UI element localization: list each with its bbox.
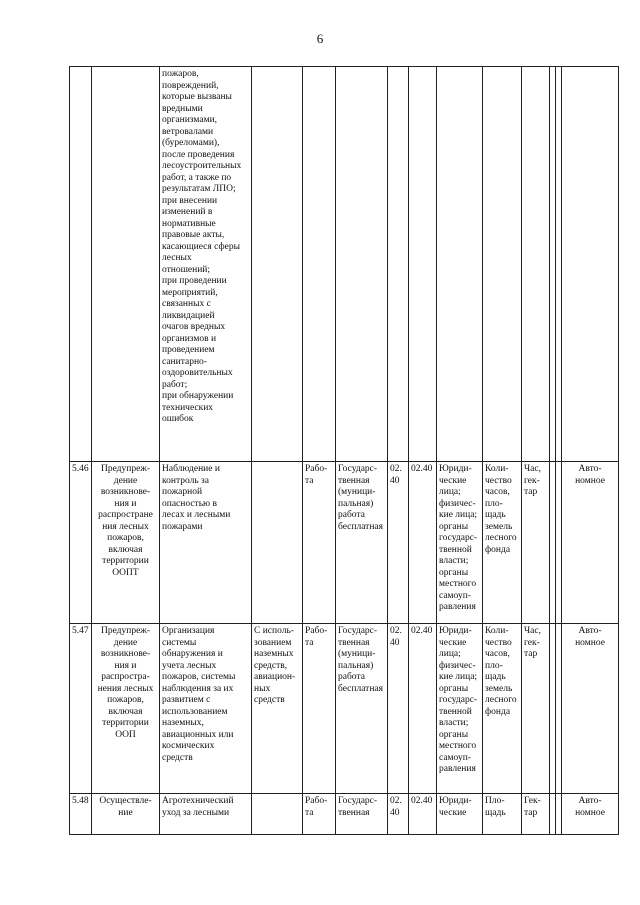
service-conditions-cell (252, 462, 303, 624)
payment-type-cell: Государс- твенная (336, 794, 388, 835)
service-content-cell: Наблюдение и контроль за пожарной опасностью в лесах и лесными пожарами (160, 462, 252, 624)
service-name-cell: Предупреж- дение возникнове- ния и распростране ния лесных пожаров, включая территории ООПТ (92, 462, 160, 624)
payment-type-cell: Государс- твенная (муници- пальная) работа бесплатная (336, 624, 388, 794)
institution-type-cell: Авто- номное (562, 624, 619, 794)
service-conditions-cell: С исполь- зованием наземных средств, авиацион- ных средств (252, 624, 303, 794)
consumer-categories-cell: Юриди- ческие (437, 794, 483, 835)
okved-code-2-cell: 02.40 (409, 624, 437, 794)
service-name-cell: Осуществле- ние (92, 794, 160, 835)
institution-type-cell: Авто- номное (562, 462, 619, 624)
volume-indicator-cell: Коли- чество часов, пло- щадь земель лесного фонда (483, 462, 522, 624)
okved-code-2-cell (409, 67, 437, 462)
payment-type-cell: Государс- твенная (муници- пальная) работа бесплатная (336, 462, 388, 624)
institution-type-cell: Авто- номное (562, 794, 619, 835)
service-kind-cell: Рабо- та (303, 794, 336, 835)
service-kind-cell: Рабо- та (303, 462, 336, 624)
okved-code-cell: 02. 40 (388, 624, 409, 794)
volume-indicator-cell: Пло- щадь (483, 794, 522, 835)
table-body (70, 67, 619, 835)
consumer-categories-cell (437, 67, 483, 462)
institution-type-cell (562, 67, 619, 462)
volume-indicator-cell: Коли- чество часов, пло- щадь земель лесного фонда (483, 624, 522, 794)
service-content-cell: Агротехнический уход за лесными (160, 794, 252, 835)
table-row (70, 462, 619, 624)
okved-code-cell (388, 67, 409, 462)
unit-of-measure-cell: Гек- тар (522, 794, 550, 835)
service-conditions-cell (252, 794, 303, 835)
row-number-cell: 5.47 (70, 624, 92, 794)
volume-indicator-cell (483, 67, 522, 462)
table-row (70, 624, 619, 794)
service-content-cell: пожаров, повреждений, которые вызваны вредными организмами, ветровалами (буреломами), после проведения лесоустроительных работ, а также по результатам ЛПО; при внесении изменений в нормативные правовые акты, касающиеся сферы лесных отношений; при проведении мероприятий, связанных с ликвидацией очагов вредных организмов и проведением санитарно- оздоровительных работ; при обнаружении технических ошибок (160, 67, 252, 462)
unit-of-measure-cell: Час, гек- тар (522, 462, 550, 624)
consumer-categories-cell: Юриди- ческие лица; физичес- кие лица; органы государс- твенной власти; органы местного самоуп- равления (437, 462, 483, 624)
unit-of-measure-cell: Час, гек- тар (522, 624, 550, 794)
page-number: 6 (316, 31, 324, 46)
service-conditions-cell (252, 67, 303, 462)
service-kind-cell (303, 67, 336, 462)
row-number-cell: 5.46 (70, 462, 92, 624)
services-table (69, 66, 619, 835)
table-row (70, 794, 619, 835)
consumer-categories-cell: Юриди- ческие лица; физичес- кие лица; органы государс- твенной власти; органы местного самоуп- равления (437, 624, 483, 794)
table-row (70, 67, 619, 462)
service-kind-cell: Рабо- та (303, 624, 336, 794)
row-number-cell (70, 67, 92, 462)
service-content-cell: Организация системы обнаружения и учета лесных пожаров, системы наблюдения за их развитием с использованием наземных, авиационных или космических средств (160, 624, 252, 794)
okved-code-2-cell: 02.40 (409, 794, 437, 835)
okved-code-2-cell: 02.40 (409, 462, 437, 624)
okved-code-cell: 02. 40 (388, 462, 409, 624)
payment-type-cell (336, 67, 388, 462)
service-name-cell (92, 67, 160, 462)
service-name-cell: Предупреж- дение возникнове- ния и распростра- нения лесных пожаров, включая территории ООП (92, 624, 160, 794)
row-number-cell: 5.48 (70, 794, 92, 835)
unit-of-measure-cell (522, 67, 550, 462)
okved-code-cell: 02. 40 (388, 794, 409, 835)
